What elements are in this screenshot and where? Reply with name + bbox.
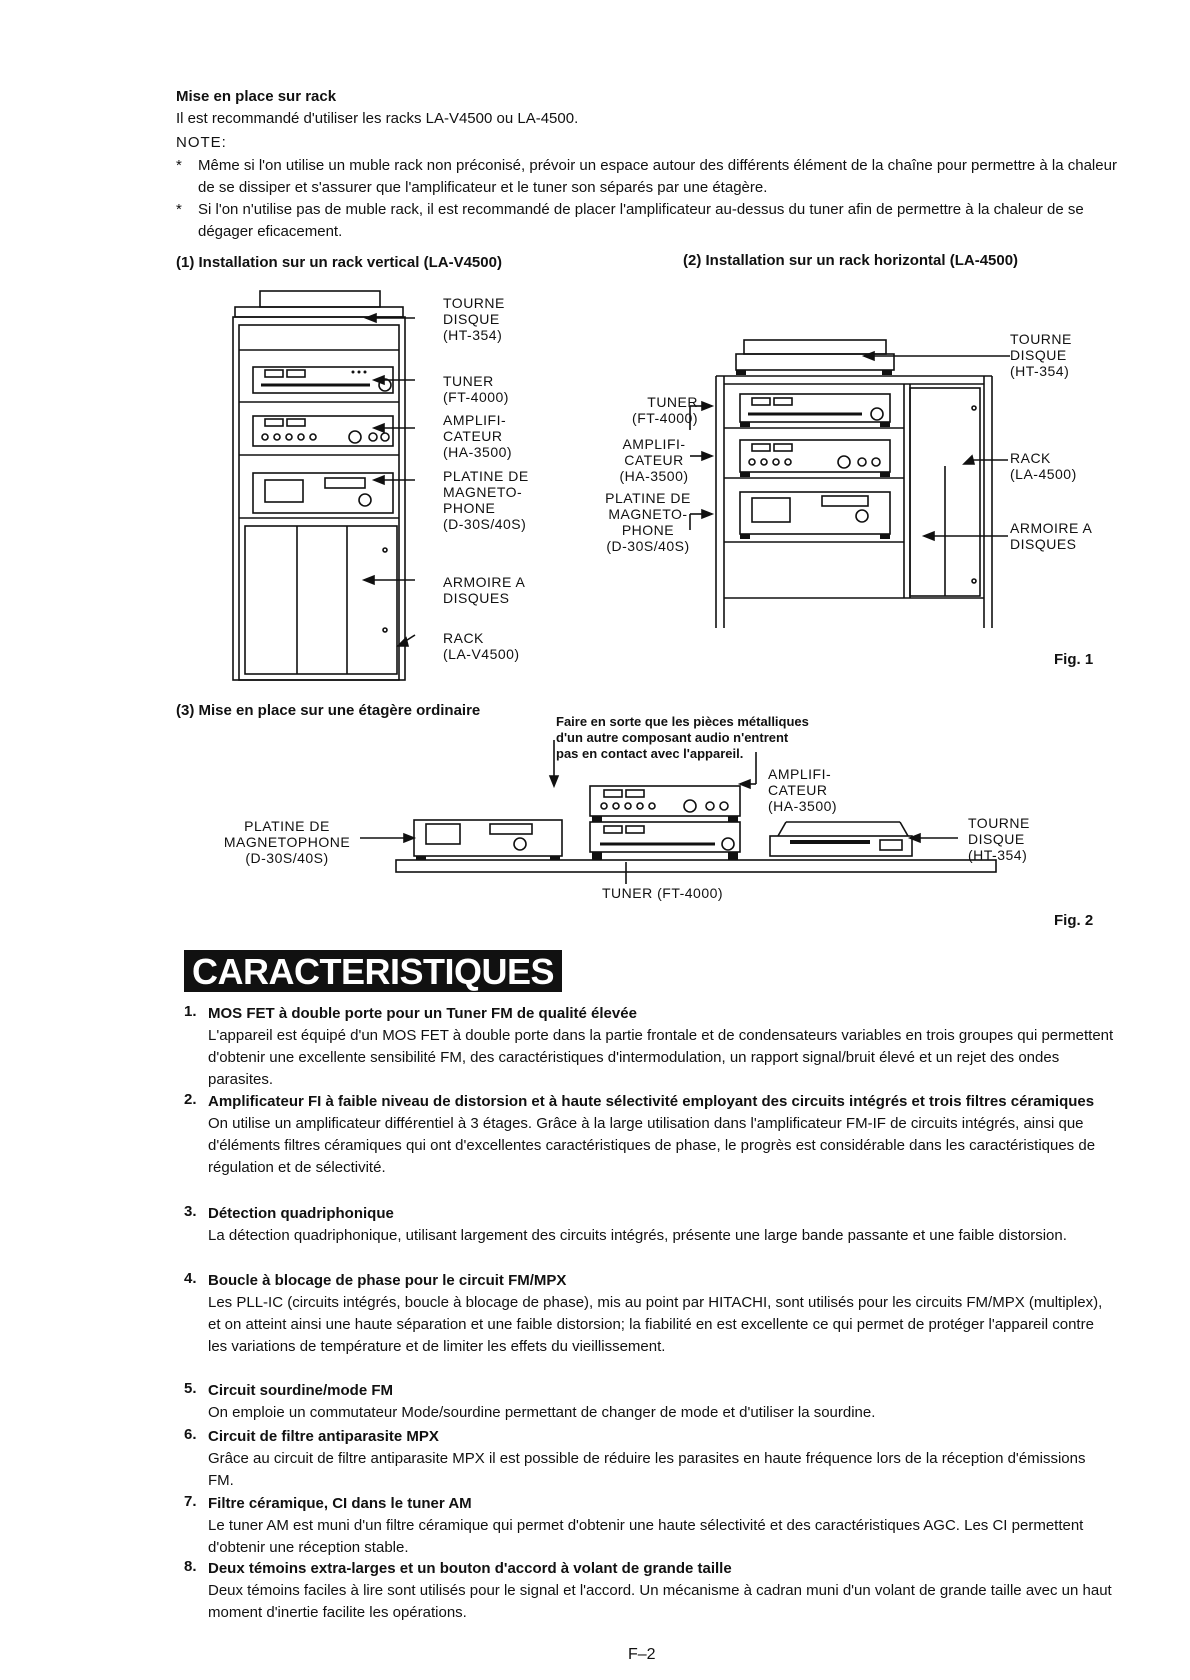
label-h-amp: AMPLIFI- CATEUR (HA-3500) xyxy=(619,436,689,484)
feature-title: Amplificateur FI à faible niveau de distorsion et à haute sélectivité employant des circuits intégrés et trois filtres céramiques xyxy=(208,1093,1095,1110)
label-v-rack: RACK (LA-V4500) xyxy=(443,630,520,662)
feature-body: Grâce au circuit de filtre antiparasite MPX il est possible de réduire les parasites en haute fréquence lors de la réception d'émissions FM. xyxy=(208,1450,1086,1489)
fig2-label-amp: AMPLIFI- CATEUR (HA-3500) xyxy=(768,766,838,814)
feature-item xyxy=(184,1558,1114,1624)
feature-body: Les PLL-IC (circuits intégrés, boucle à blocage de phase), mis au point par HITACHI, sont utilisés pour les circuits FM/MPX (multiplex), et on atteint ainsi une haute séparation et une faible distorsion; la fiabilité en est excellente ce qui permet de protéger l'appareil contre les variations de température et de limiter les effets du vieillissement. xyxy=(208,1294,1103,1355)
rack-section-title: Mise en place sur rack xyxy=(176,88,337,105)
label-v-amp: AMPLIFI- CATEUR (HA-3500) xyxy=(443,412,513,460)
feature-item xyxy=(184,1203,1114,1247)
feature-number: 3. xyxy=(184,1203,197,1220)
label-h-rack: RACK (LA-4500) xyxy=(1010,450,1077,482)
feature-body: L'appareil est équipé d'un MOS FET à double porte dans la partie frontale et de condensateurs variables en trois groupes qui permettent d'obtenir une excellente sensibilité FM, des caractéristiques d'intermodulation, un rapport signal/bruit élevé et un rejet des ondes parasites. xyxy=(208,1027,1114,1088)
feature-title: MOS FET à double porte pour un Tuner FM de qualité élevée xyxy=(208,1005,637,1022)
feature-item xyxy=(184,1493,1114,1559)
feature-item xyxy=(184,1091,1114,1179)
feature-body: La détection quadriphonique, utilisant largement des circuits intégrés, présente une large bande passante et une faible distorsion. xyxy=(208,1227,1067,1244)
page-number: F–2 xyxy=(628,1646,656,1663)
label-h-deck: PLATINE DE MAGNETO- PHONE (D-30S/40S) xyxy=(605,490,691,554)
note-text: Même si l'on utilise un muble rack non préconisé, prévoir un espace autour des différents élément de la chaîne pour permettre à la chaleur de se dissiper et s'assurer que l'amplificateur et le tuner son séparés par une étagère. xyxy=(198,157,1117,196)
fig1-vertical-title: (1) Installation sur un rack vertical (LA-V4500) xyxy=(176,254,502,271)
note-item: * Même si l'on utilise un muble rack non préconisé, prévoir un espace autour des différents élément de la chaîne pour permettre à la chaleur de se dissiper et s'assurer que l'amplificateur et le tuner son séparés par une étagère. xyxy=(176,155,1136,199)
feature-title: Boucle à blocage de phase pour le circuit FM/MPX xyxy=(208,1272,567,1289)
feature-number: 8. xyxy=(184,1558,197,1575)
vertical-rack-arrows xyxy=(360,280,420,660)
note-label: NOTE: xyxy=(176,134,227,151)
feature-number: 1. xyxy=(184,1003,197,1020)
feature-number: 6. xyxy=(184,1426,197,1443)
feature-title: Filtre céramique, CI dans le tuner AM xyxy=(208,1495,472,1512)
fig2-title: (3) Mise en place sur une étagère ordinaire xyxy=(176,702,481,719)
rack-intro: Il est recommandé d'utiliser les racks LA-V4500 ou LA-4500. xyxy=(176,110,579,127)
label-v-turntable: TOURNE DISQUE (HT-354) xyxy=(443,295,505,343)
note-item: * Si l'on n'utilise pas de muble rack, il est recommandé de placer l'amplificateur au-dessus du tuner afin de permettre à la chaleur de se dégager eficacement. xyxy=(176,199,1136,243)
feature-body: On utilise un amplificateur différentiel à 3 étages. Grâce à la large utilisation dans l'amplificateur FM-IF de circuits intégrés, ainsi que d'éléments filtres céramiques qui ont d'excellentes caractéristiques de phase, le progrès est considérable dans les caractéristiques de régulation et de sélectivité. xyxy=(208,1115,1096,1176)
features-heading: CARACTERISTIQUES xyxy=(184,950,562,992)
label-v-tuner: TUNER (FT-4000) xyxy=(443,373,509,405)
feature-body: Deux témoins faciles à lire sont utilisés pour le signal et l'accord. Un mécanisme à cadran muni d'un volant de grande taille avec un haut moment d'inertie facilite les opérations. xyxy=(208,1582,1112,1621)
fig1-horizontal-title: (2) Installation sur un rack horizontal (LA-4500) xyxy=(683,252,1019,269)
feature-title: Circuit sourdine/mode FM xyxy=(208,1382,394,1399)
feature-title: Circuit de filtre antiparasite MPX xyxy=(208,1428,439,1445)
fig2-label-deck: PLATINE DE MAGNETOPHONE (D-30S/40S) xyxy=(223,818,351,866)
feature-body: On emploie un commutateur Mode/sourdine permettant de changer de mode et d'utiliser la sourdine. xyxy=(208,1404,876,1421)
feature-item xyxy=(184,1270,1114,1358)
fig2-label-turntable: TOURNE DISQUE (HT-354) xyxy=(968,815,1030,863)
label-h-turntable: TOURNE DISQUE (HT-354) xyxy=(1010,331,1072,379)
feature-number: 2. xyxy=(184,1091,197,1108)
label-v-cabinet: ARMOIRE A DISQUES xyxy=(443,574,526,606)
label-h-tuner: TUNER (FT-4000) xyxy=(632,394,698,426)
shelf-diagram xyxy=(360,736,1010,888)
feature-body: Le tuner AM est muni d'un filtre céramique qui permet d'obtenir une haute sélectivité et des caractéristiques AGC. Les CI permettent d'obtenir une réception stable. xyxy=(208,1517,1084,1556)
feature-number: 4. xyxy=(184,1270,197,1287)
fig2-ref: Fig. 2 xyxy=(1054,912,1094,929)
feature-number: 5. xyxy=(184,1380,197,1397)
fig1-ref: Fig. 1 xyxy=(1054,651,1094,668)
feature-item xyxy=(184,1426,1114,1492)
feature-title: Deux témoins extra-larges et un bouton d'accord à volant de grande taille xyxy=(208,1560,732,1577)
fig2-caution: Faire en sorte que les pièces métalliques d'un autre composant audio n'entrent pas en contact avec l'appareil. xyxy=(556,714,809,761)
feature-title: Détection quadriphonique xyxy=(208,1205,394,1222)
feature-number: 7. xyxy=(184,1493,197,1510)
feature-item xyxy=(184,1003,1114,1091)
fig2-label-tuner: TUNER (FT-4000) xyxy=(602,885,724,901)
note-text: Si l'on n'utilise pas de muble rack, il est recommandé de placer l'amplificateur au-dessus du tuner afin de permettre à la chaleur de se dégager eficacement. xyxy=(198,201,1084,240)
label-v-deck: PLATINE DE MAGNETO- PHONE (D-30S/40S) xyxy=(443,468,529,532)
feature-item xyxy=(184,1380,1114,1424)
horizontal-rack-arrows xyxy=(680,340,1020,550)
label-h-cabinet: ARMOIRE A DISQUES xyxy=(1010,520,1093,552)
